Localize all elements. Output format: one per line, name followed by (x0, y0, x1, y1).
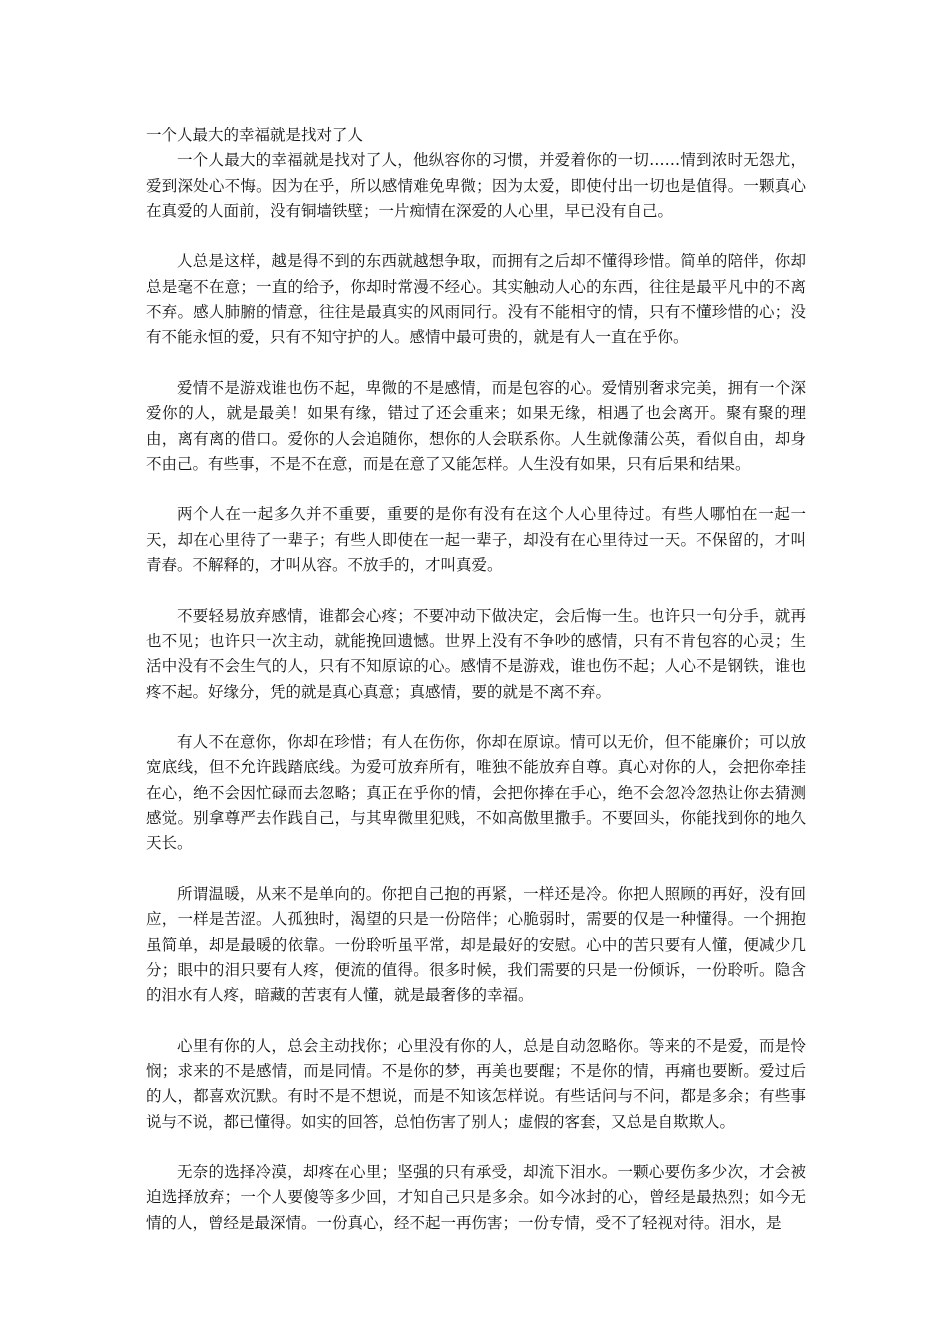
paragraph: 两个人在一起多久并不重要，重要的是你有没有在这个人心里待过。有些人哪怕在一起一天，却在心里待了一辈子；有些人即使在一起一辈子，却没有在心里待过一天。不保留的，才叫青春。不解释的，才叫从容。不放手的，才叫真爱。 (146, 505, 806, 575)
document-title: 一个人最大的幸福就是找对了人 (146, 126, 364, 144)
paragraph: 无奈的选择冷漠，却疼在心里；坚强的只有承受，却流下泪水。一颗心要伤多少次，才会被迫选择放弃；一个人要傻等多少回，才知自己只是多余。如今冰封的心，曾经是最热烈；如今无情的人，曾经是最深情。一份真心，经不起一再伤害；一份专情，受不了轻视对待。泪水，是 (146, 1163, 806, 1232)
paragraph: 心里有你的人，总会主动找你；心里没有你的人，总是自动忽略你。等来的不是爱，而是怜悯；求来的不是感情，而是同情。不是你的梦，再美也要醒；不是你的情，再痛也要断。爱过后的人，都喜欢沉默。有时不是不想说，而是不知该怎样说。有些话问与不问，都是多余；有些事说与不说，都已懂得。如实的回答，总怕伤害了别人；虚假的客套，又总是自欺欺人。 (146, 1036, 806, 1131)
paragraph: 所谓温暖，从来不是单向的。你把自己抱的再紧，一样还是冷。你把人照顾的再好，没有回应，一样是苦涩。人孤独时，渴望的只是一份陪伴；心脆弱时，需要的仅是一种懂得。一个拥抱虽简单，却是最暖的依靠。一份聆听虽平常，却是最好的安慰。心中的苦只要有人懂，便减少几分；眼中的泪只要有人疼，便流的值得。很多时候，我们需要的只是一份倾诉，一份聆听。隐含的泪水有人疼，暗藏的苦衷有人懂，就是最奢侈的幸福。 (146, 884, 806, 1005)
paragraph: 人总是这样，越是得不到的东西就越想争取，而拥有之后却不懂得珍惜。简单的陪伴，你却总是毫不在意；一直的给予，你却时常漫不经心。其实触动人心的东西，往往是最平凡中的不离不弃。感人肺腑的情意，往往是最真实的风雨同行。没有不能相守的情，只有不懂珍惜的心；没有不能永恒的爱，只有不知守护的人。感情中最可贵的，就是有人一直在乎你。 (146, 252, 806, 347)
paragraph: 不要轻易放弃感情，谁都会心疼；不要冲动下做决定，会后悔一生。也许只一句分手，就再也不见；也许只一次主动，就能挽回遗憾。世界上没有不争吵的感情，只有不肯包容的心灵；生活中没有不会生气的人，只有不知原谅的心。感情不是游戏，谁也伤不起；人心不是钢铁，谁也疼不起。好缘分，凭的就是真心真意；真感情，要的就是不离不弃。 (146, 606, 806, 701)
document-page (146, 123, 806, 1236)
paragraph: 一个人最大的幸福就是找对了人，他纵容你的习惯，并爱着你的一切……情到浓时无怨尤，爱到深处心不悔。因为在乎，所以感情难免卑微；因为太爱，即使付出一切也是值得。一颗真心在真爱的人面前，没有铜墙铁壁；一片痴情在深爱的人心里，早已没有自己。 (146, 151, 806, 220)
paragraph: 有人不在意你，你却在珍惜；有人在伤你，你却在原谅。情可以无价，但不能廉价；可以放宽底线，但不允许践踏底线。为爱可放弃所有，唯独不能放弃自尊。真心对你的人，会把你牵挂在心，绝不会因忙碌而去忽略；真正在乎你的情，会把你捧在手心，绝不会忽冷忽热让你去猜测感觉。别拿尊严去作践自己，与其卑微里犯贱，不如高傲里撒手。不要回头，你能找到你的地久天长。 (146, 733, 806, 853)
paragraph: 爱情不是游戏谁也伤不起，卑微的不是感情，而是包容的心。爱情别奢求完美，拥有一个深爱你的人，就是最美！如果有缘，错过了还会重来；如果无缘，相遇了也会离开。聚有聚的理由，离有离的借口。爱你的人会追随你，想你的人会联系你。人生就像蒲公英，看似自由，却身不由己。有些事，不是不在意，而是在意了又能怎样。人生没有如果，只有后果和结果。 (146, 378, 806, 473)
